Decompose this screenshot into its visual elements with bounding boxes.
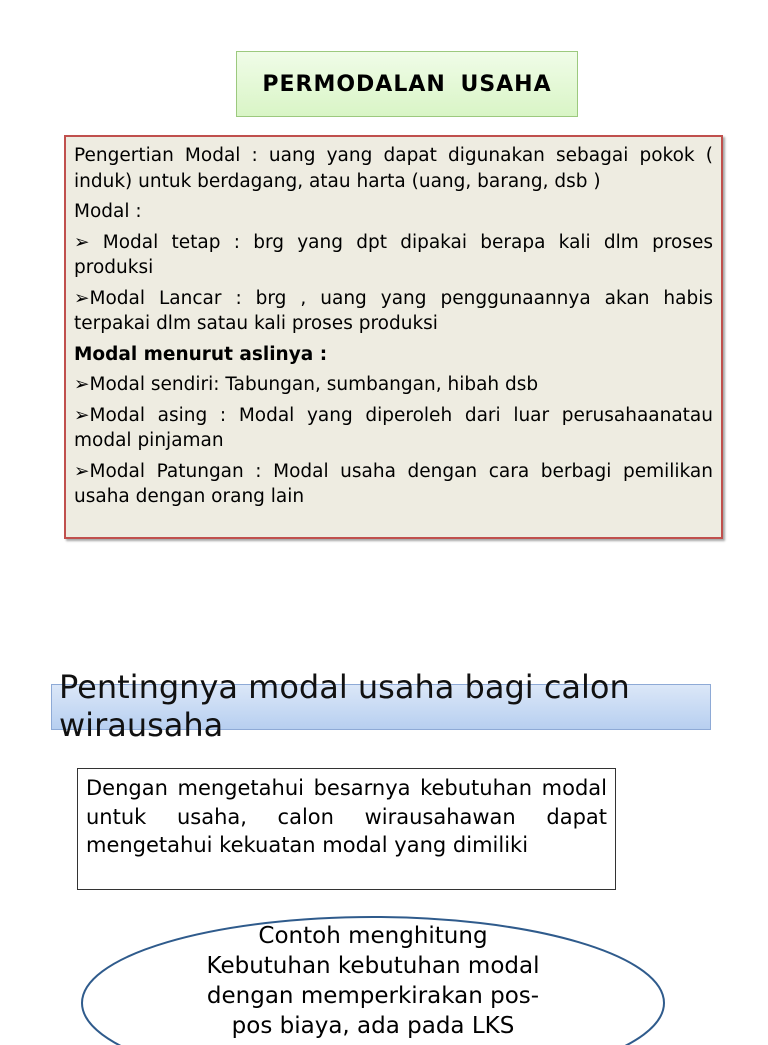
list-item-own-capital [74,372,713,398]
venture-capital-text: Modal Patungan : Modal usaha dengan cara berbagi pemilikan usaha dengan orang lain [74,460,713,507]
current-capital-text: Modal Lancar : brg , uang yang penggunaannya akan habis terpakai dlm satau kali proses produksi [74,287,713,334]
origin-heading: Modal menurut aslinya : [74,343,328,365]
ellipse-line-1: Contoh menghitung [258,923,488,949]
list-item-current-capital [74,286,713,337]
fixed-capital-text: Modal tetap : brg yang dpt dipakai berapa kali dlm proses produksi [74,231,713,278]
foreign-capital-text: Modal asing : Modal yang diperoleh dari luar perusahaanatau modal pinjaman [74,404,713,451]
arrow-bullet-icon: ➢ [74,287,90,309]
ellipse-line-2: Kebutuhan kebutuhan modal [206,953,540,979]
arrow-bullet-icon: ➢ [74,374,90,395]
definition-intro: Pengertian Modal : uang yang dapat digunakan sebagai pokok ( induk) untuk berdagang, atau harta (uang, barang, dsb ) [74,145,713,192]
ellipse-line-4: pos biaya, ada pada LKS [231,1013,515,1039]
page-title: PERMODALAN USAHA [236,51,578,117]
arrow-bullet-icon: ➢ [74,231,90,253]
list-item-venture-capital [74,459,713,510]
definition-box [64,135,723,539]
info-box: Dengan mengetahui besarnya kebutuhan modal untuk usaha, calon wirausahawan dapat mengetahui kekuatan modal yang dimiliki [77,768,616,890]
list-item-fixed-capital [74,230,713,281]
arrow-bullet-icon: ➢ [74,404,90,426]
section-heading: Pentingnya modal usaha bagi calon wirausaha [59,668,630,744]
ellipse-line-3: dengan memperkirakan pos- [206,983,540,1009]
own-capital-text: Modal sendiri: Tabungan, sumbangan, hibah dsb [89,374,539,395]
modal-label: Modal : [74,201,142,222]
arrow-bullet-icon: ➢ [74,460,90,482]
list-item-foreign-capital [74,403,713,454]
example-ellipse-text [170,921,576,1041]
